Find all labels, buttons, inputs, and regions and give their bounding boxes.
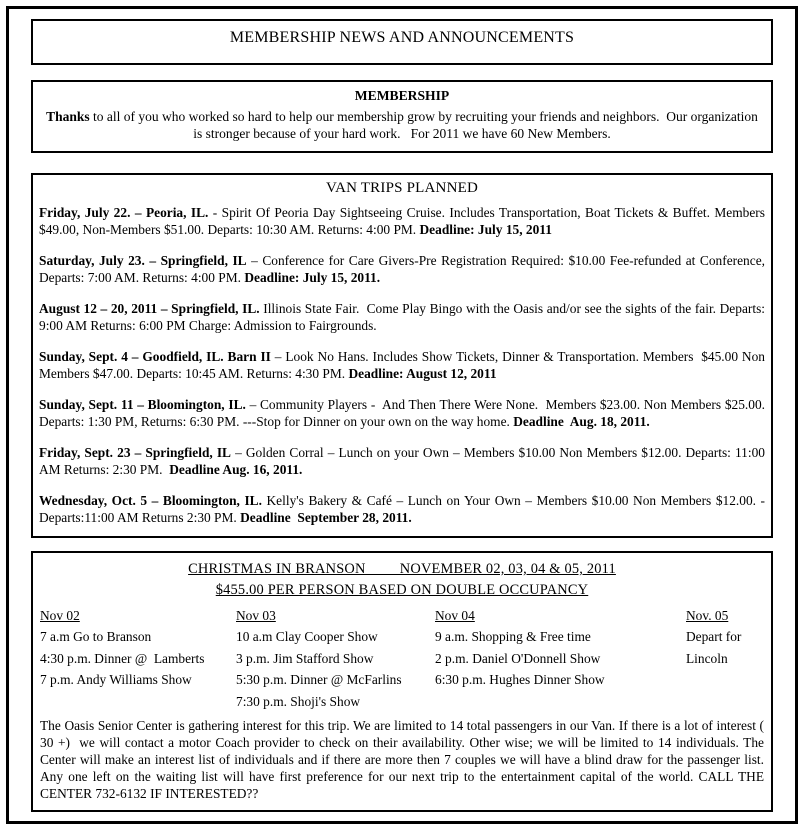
schedule-day-header: Nov 03 [236,608,276,623]
schedule-item: 6:30 p.m. Hughes Dinner Show [435,672,605,687]
schedule-day-header: Nov 04 [435,608,475,623]
schedule-item: 3 p.m. Jim Stafford Show [236,650,374,666]
trip-item [39,396,765,430]
christmas-heading-text: CHRISTMAS IN BRANSON NOVEMBER 02, 03, 04 & 05, 2011 [188,561,616,577]
plain-text: – Community Players - And Then There Were None. Members $23.00. Non Members $25.00. Departs: 1:30 PM, Returns: 6:30 PM. ---Stop for Dinner on your own on the way home. [39,397,765,429]
christmas-price-text: $455.00 PER PERSON BASED ON DOUBLE OCCUPANCY [215,582,589,598]
schedule-item: 2 p.m. Daniel O'Donnell Show [435,650,601,666]
trip-item [39,204,765,238]
bold-text: Wednesday, Oct. 5 – Bloomington, IL. [39,493,262,508]
schedule-item: 7 a.m Go to Branson [40,629,152,644]
bold-text: Saturday, July 23. – Springfield, IL [39,253,247,268]
christmas-heading-line2 [40,580,764,601]
membership-section [31,80,773,153]
trip-item [39,300,765,334]
christmas-section [31,551,773,812]
schedule-item: 5:30 p.m. Dinner @ McFarlins [236,672,402,687]
plain-text: to all of you who worked so hard to help our membership grow by recruiting your friends and neighbors. Our organization is stronger because of your hard work. For 2011 we have 60 New Members. [89,109,758,141]
schedule-item: 9 a.m. Shopping & Free time [435,629,591,644]
bold-text: Deadline Aug. 16, 2011. [169,462,303,477]
schedule-item: 7 p.m. Andy Williams Show [40,672,192,687]
page-border [6,6,798,824]
schedule-item: Depart for [686,629,742,644]
bold-text: August 12 – 20, 2011 – Springfield, IL. [39,301,260,316]
trip-item [39,252,765,286]
christmas-heading-line1 [40,559,764,580]
title-banner [31,19,773,65]
plain-text: – Look No Hans. Includes Show Tickets, Dinner & Transportation. Members $45.00 Non Members $47.00. Departs: 10:45 AM. Returns: 4:30 PM. [39,349,765,381]
bold-text: Deadline Aug. 18, 2011. [513,414,650,429]
christmas-schedule [40,605,764,712]
schedule-item: 4:30 p.m. Dinner @ Lamberts [40,650,205,666]
schedule-column [435,605,686,712]
plain-text: – Conference for Care Givers-Pre Registration Required: $10.00 Fee-refunded at Conference, Departs: 7:00 AM. Returns: 4:00 PM. [39,253,765,285]
schedule-day-header: Nov. 05 [686,608,729,623]
schedule-column [686,605,764,712]
bold-text: Sunday, Sept. 4 – Goodfield, IL. Barn II [39,349,271,364]
bold-text: Sunday, Sept. 11 – Bloomington, IL. [39,397,246,412]
trip-item [39,444,765,478]
bold-text: Deadline: July 15, 2011. [244,270,381,285]
membership-body [45,108,759,142]
plain-text: - Spirit Of Peoria Day Sightseeing Cruise. Includes Transportation, Boat Tickets & Buffet. Members $49.00, Non-Members $51.00. Departs: 10:30 AM. Returns: 4:00 PM. [39,205,765,237]
bold-text: Thanks [46,109,90,124]
plain-text: Illinois State Fair. Come Play Bingo with the Oasis and/or see the sights of the fair. Departs: 9:00 AM Returns: 6:00 PM Charge: Admission to Fairgrounds. [39,301,765,333]
schedule-item: 10 a.m Clay Cooper Show [236,629,378,644]
christmas-note: The Oasis Senior Center is gathering interest for this trip. We are limited to 14 total passengers in our Van. If there is a lot of interest ( 30 +) we will contact a motor Coach provider to check on their availability. Other wise; we will be limited to 14 individuals. The Center will make an interest list of individuals and if there are more then 7 couples we will have a blind draw for the passenger list. Any one left on the waiting list will have first preference for our next trip to the entertainment capital of the world. CALL THE CENTER 732-6132 IF INTERESTED?? [40,718,764,801]
page-title: MEMBERSHIP NEWS AND ANNOUNCEMENTS [229,29,575,46]
bold-text: Deadline: August 12, 2011 [348,366,497,381]
van-trips-heading: VAN TRIPS PLANNED [325,180,479,196]
trip-item [39,492,765,526]
van-trips-list [39,204,765,526]
bold-text: Friday, July 22. – Peoria, IL. [39,205,209,220]
bold-text: Deadline: July 15, 2011 [419,222,552,237]
schedule-column [40,605,236,712]
trip-item [39,348,765,382]
plain-text: – Golden Corral – Lunch on your Own – Members $10.00 Non Members $12.00. Departs: 11:00 AM Returns: 2:30 PM. [39,445,765,477]
bold-text: Friday, Sept. 23 – Springfield, IL [39,445,231,460]
plain-text: Kelly's Bakery & Café – Lunch on Your Own – Members $10.00 Non Members $12.00. - Departs:11:00 AM Returns 2:30 PM. [39,493,766,525]
bold-text: Deadline September 28, 2011. [240,510,412,525]
schedule-day-header: Nov 02 [40,608,80,623]
schedule-item: 7:30 p.m. Shoji's Show [236,693,361,709]
schedule-item: Lincoln [686,650,728,666]
membership-heading: MEMBERSHIP [354,88,450,103]
schedule-column [236,605,435,712]
van-trips-section [31,173,773,538]
